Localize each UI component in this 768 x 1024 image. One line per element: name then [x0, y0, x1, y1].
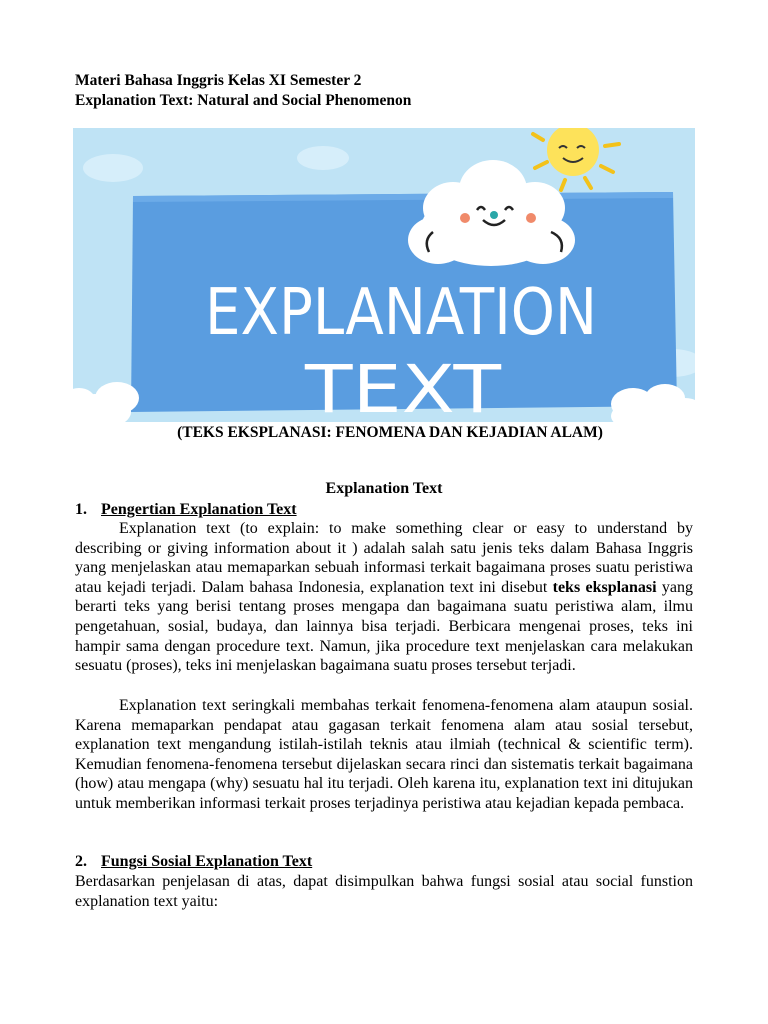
section-number: 2.	[75, 853, 87, 870]
paragraph-definition	[75, 519, 693, 676]
explanation-text-banner	[73, 128, 695, 422]
document-header-line2: Explanation Text: Natural and Social Phenomenon	[75, 92, 412, 109]
paragraph-phenomena: Explanation text seringkali membahas terkait fenomena-fenomena alam ataupun sosial. Karena memaparkan pendapat atau gagasan terkait fenomena alam atau sosial tersebut, explanation text mengandung istilah-istilah teknis atau ilmiah (technical & scientific term). Kemudian fenomena-fenomena tersebut dijelaskan secara rinci dan sistematis terkait bagaimana (how) atau mengapa (why) sesuatu hal itu terjadi. Oleh karena itu, explanation text ini ditujukan untuk memberikan informasi terkait proses terjadinya peristiwa atau kejadian kepada pembaca.	[75, 697, 693, 812]
banner-title-line1: EXPLANATION	[205, 276, 597, 350]
section-main-title: Explanation Text	[325, 480, 443, 497]
section-heading-fungsi-sosial	[75, 852, 312, 872]
banner-title-line2: TEXT	[303, 351, 502, 422]
bold-term: teks eksplanasi	[552, 578, 657, 596]
section-title: Fungsi Sosial Explanation Text	[101, 853, 313, 870]
section-heading-pengertian	[75, 500, 297, 520]
paragraph-social-function: Berdasarkan penjelasan di atas, dapat disimpulkan bahwa fungsi sosial atau social funstion explanation text yaitu:	[75, 873, 693, 910]
document-header-line1: Materi Bahasa Inggris Kelas XI Semester 2	[75, 72, 362, 89]
section-number: 1.	[75, 501, 87, 518]
banner-illustration	[73, 128, 695, 422]
paragraph-text: yang berarti teks yang berisi tentang proses mengapa dan bagaimana suatu peristiwa alam, ilmu pengetahuan, sosial, budaya, dan lainnya bisa terjadi. Berbicara mengenai proses, teks ini hampir sama dengan procedure text. Namun, jika procedure text menjelaskan cara melakukan sesuatu (proses), teks ini menjelaskan bagaimana suatu proses tersebut terjadi.	[75, 578, 693, 675]
banner-caption: (TEKS EKSPLANASI: FENOMENA DAN KEJADIAN ALAM)	[177, 424, 603, 441]
section-title: Pengertian Explanation Text	[101, 501, 297, 518]
paragraph-text: Explanation text (to explain: to make something clear or easy to understand by describing or giving information about it ) adalah salah satu jenis teks dalam Bahasa Inggris yang menjelaskan atau memaparkan sebuah informasi terkait bagaimana proses suatu peristiwa atau kejadi terjadi. Dalam bahasa Indonesia, explanation text ini disebut	[75, 520, 693, 596]
